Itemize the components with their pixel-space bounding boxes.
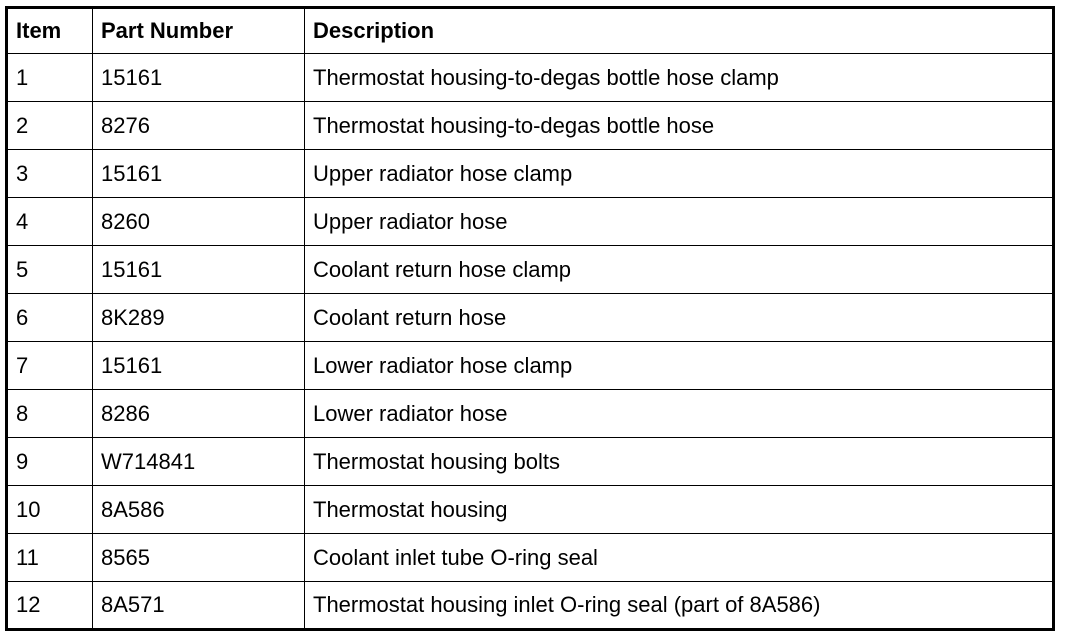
table-row <box>7 486 1054 534</box>
cell-part-number: 15161 <box>93 54 305 102</box>
cell-part-number: 8260 <box>93 198 305 246</box>
cell-item: 12 <box>7 582 93 630</box>
cell-description: Thermostat housing <box>305 486 1054 534</box>
table-row <box>7 534 1054 582</box>
table-body <box>7 54 1054 630</box>
header-row <box>7 8 1054 54</box>
cell-description: Upper radiator hose clamp <box>305 150 1054 198</box>
cell-item: 9 <box>7 438 93 486</box>
cell-description: Lower radiator hose clamp <box>305 342 1054 390</box>
cell-part-number: 8276 <box>93 102 305 150</box>
cell-item: 7 <box>7 342 93 390</box>
cell-description: Coolant return hose <box>305 294 1054 342</box>
table-row <box>7 342 1054 390</box>
cell-part-number: 8286 <box>93 390 305 438</box>
cell-part-number: 15161 <box>93 246 305 294</box>
table-row <box>7 54 1054 102</box>
cell-description: Lower radiator hose <box>305 390 1054 438</box>
cell-description: Upper radiator hose <box>305 198 1054 246</box>
cell-item: 11 <box>7 534 93 582</box>
cell-description: Coolant inlet tube O-ring seal <box>305 534 1054 582</box>
header-description: Description <box>305 8 1054 54</box>
cell-part-number: 8K289 <box>93 294 305 342</box>
table-row <box>7 582 1054 630</box>
header-part-number: Part Number <box>93 8 305 54</box>
parts-table <box>5 6 1055 631</box>
table-row <box>7 150 1054 198</box>
cell-item: 2 <box>7 102 93 150</box>
header-item: Item <box>7 8 93 54</box>
cell-part-number: 8A586 <box>93 486 305 534</box>
cell-item: 5 <box>7 246 93 294</box>
cell-description: Thermostat housing bolts <box>305 438 1054 486</box>
table-row <box>7 294 1054 342</box>
table-row <box>7 102 1054 150</box>
cell-description: Coolant return hose clamp <box>305 246 1054 294</box>
cell-item: 4 <box>7 198 93 246</box>
table-row <box>7 198 1054 246</box>
cell-part-number: 15161 <box>93 342 305 390</box>
cell-description: Thermostat housing-to-degas bottle hose <box>305 102 1054 150</box>
table-header <box>7 8 1054 54</box>
cell-part-number: 8565 <box>93 534 305 582</box>
cell-description: Thermostat housing-to-degas bottle hose clamp <box>305 54 1054 102</box>
cell-item: 6 <box>7 294 93 342</box>
cell-item: 1 <box>7 54 93 102</box>
cell-part-number: 8A571 <box>93 582 305 630</box>
cell-description: Thermostat housing inlet O-ring seal (part of 8A586) <box>305 582 1054 630</box>
cell-part-number: W714841 <box>93 438 305 486</box>
table-row <box>7 438 1054 486</box>
cell-part-number: 15161 <box>93 150 305 198</box>
cell-item: 3 <box>7 150 93 198</box>
cell-item: 10 <box>7 486 93 534</box>
table-row <box>7 246 1054 294</box>
table-row <box>7 390 1054 438</box>
cell-item: 8 <box>7 390 93 438</box>
